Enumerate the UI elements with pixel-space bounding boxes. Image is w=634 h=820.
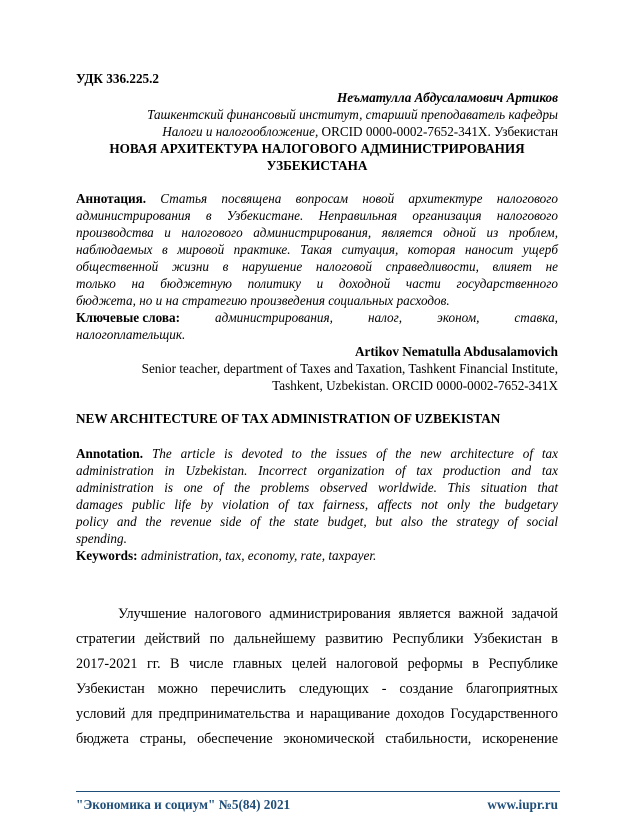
body-line: стратегии действий по дальнейшему развитию Республики Узбекистан в [76, 631, 558, 647]
ru-author: Неъматулла Абдусаламович Артиков [337, 90, 558, 105]
en-annotation-text: The article is devoted to the issues of the new architecture of tax [143, 446, 558, 461]
ru-keyword: администрирования, [215, 310, 333, 325]
en-annotation-line: policy and the revenue side of the state budget, but also the strategy of social [76, 514, 558, 529]
en-annotation-line: damages public life by violation of tax fairness, affects not only the budgetary [76, 497, 558, 512]
en-annotation-line: spending. [76, 531, 127, 546]
en-affiliation-line-2: Tashkent, Uzbekistan. ORCID 0000-0002-7652-341X [272, 378, 558, 393]
ru-keyword: налог, [367, 310, 403, 325]
en-keywords-label: Keywords: [76, 548, 138, 563]
en-keywords-text: administration, tax, economy, rate, taxpayer. [137, 548, 377, 563]
en-author: Artikov Nematulla Abdusalamovich [355, 344, 558, 359]
ru-annotation-label: Аннотация. [76, 191, 147, 206]
ru-annotation-line: администрирования в Узбекистане. Неправильная организация налогового [76, 208, 558, 223]
en-keywords [76, 547, 376, 564]
en-annotation-label: Annotation. [76, 446, 144, 461]
ru-keywords-line-2: налогоплательщик. [76, 327, 186, 342]
ru-annotation-line: общественной жизни в нарушение налоговой справедливости, влияет не [76, 259, 558, 274]
body-line: Узбекистан можно перечислить следующих - создание благоприятных [76, 681, 558, 697]
en-annotation-line: administration is one of the problems observed worldwide. This situation that [76, 480, 558, 495]
ru-title-line-2: УЗБЕКИСТАНА [266, 158, 368, 173]
ru-affiliation-line-1: Ташкентский финансовый институт, старший преподаватель кафедры [147, 107, 558, 122]
en-annotation-line [76, 445, 558, 462]
ru-annotation-text: Статья посвящена вопросам новой архитектуре налогового [146, 191, 558, 206]
udk-code: УДК 336.225.2 [76, 71, 160, 86]
en-annotation-line: administration in Uzbekistan. Incorrect organization of tax production and tax [76, 463, 558, 478]
footer-journal: "Экономика и социум" №5(84) 2021 [76, 797, 291, 812]
ru-affiliation-line-2 [162, 123, 558, 140]
ru-title-line-1: НОВАЯ АРХИТЕКТУРА НАЛОГОВОГО АДМИНИСТРИРОВАНИЯ [109, 141, 525, 156]
ru-keywords-line-1 [76, 309, 558, 326]
footer-divider [76, 791, 560, 792]
ru-keyword: эконом, [437, 310, 480, 325]
ru-annotation-line: бюджета, но и на стратегию произведения социальных расходов. [76, 293, 450, 308]
en-affiliation-line-1: Senior teacher, department of Taxes and Taxation, Tashkent Financial Institute, [141, 361, 558, 376]
ru-orcid: ORCID 0000-0002-7652-341X. Узбекистан [318, 124, 558, 139]
ru-annotation-line: только на бюджетную политику и доходной части государственного [76, 276, 558, 291]
ru-annotation-line: наблюдаемых в мировой практике. Такая ситуация, которая наносит ущерб [76, 242, 558, 257]
ru-annotation-line [76, 190, 558, 207]
footer-url[interactable]: www.iupr.ru [487, 797, 558, 812]
ru-keywords-label: Ключевые слова: [76, 310, 181, 325]
ru-affiliation-dept: Налоги и налогообложение, [162, 124, 319, 139]
body-line: условий для предпринимательства и наращивание доходов Государственного [76, 706, 558, 722]
body-line: бюджета страны, обеспечение экономической стабильности, искоренение [76, 731, 558, 747]
body-line: 2017-2021 гг. В числе главных целей налоговой реформы в Республике [76, 656, 558, 672]
body-line: Улучшение налогового администрирования является важной задачой [118, 606, 558, 622]
ru-annotation-line: производства и налогового администрирования, является одной из проблем, [76, 225, 558, 240]
en-title: NEW ARCHITECTURE OF TAX ADMINISTRATION OF UZBEKISTAN [76, 411, 501, 426]
ru-keyword: ставка, [514, 310, 558, 325]
